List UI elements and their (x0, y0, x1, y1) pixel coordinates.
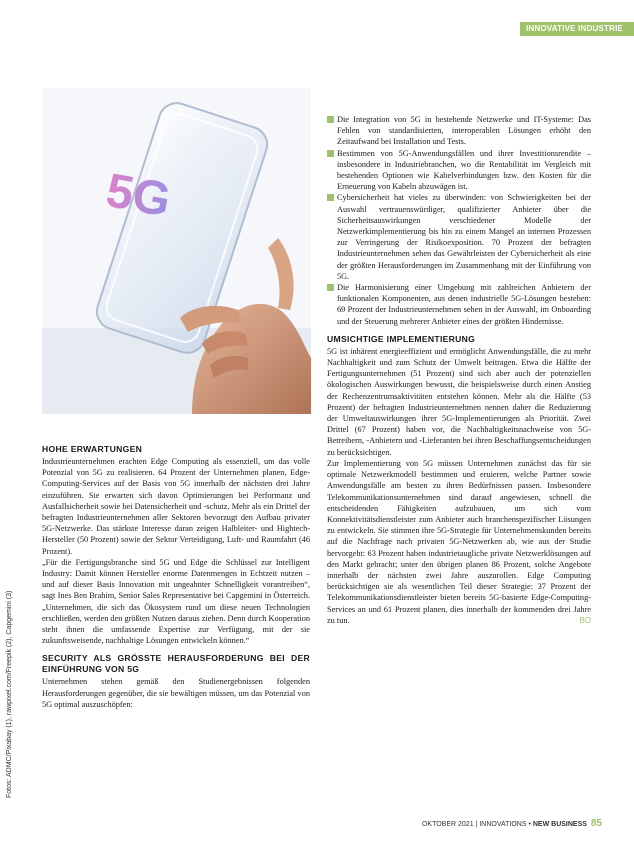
heading-implementierung: UMSICHTIGE IMPLEMENTIERUNG (327, 333, 476, 344)
left-column (42, 444, 310, 710)
bullet-square-icon (327, 116, 334, 123)
heading-security: SECURITY ALS GRÖSSTE HERAUSFORDERUNG BEI DER EINFÜHRUNG VON 5G (42, 653, 310, 675)
bullet-square-icon (327, 284, 334, 291)
paragraph-quote: „Für die Fertigungsbranche sind 5G und Edge die Schlüssel zur Intelligent Industry: Damit können Hersteller enorme Datenmengen in Echtzeit nutzen – und auf dieser Basis Innovation mit ungeahnter Schnelligkeit vorantreiben“, sagt Ines Ben Brahim, Senior Sales Representative bei Capgemini in Österreich. „Unternehmen, die sich das Ökosystem rund um diese neuen Technologien erschließen, werden den größten Nutzen daraus ziehen. Denn durch Kooperation steht ihnen die umfassende Expertise zur Verfügung, mit der sie zukunftsweisende, nachhaltige Lösungen entwickeln können.“ (42, 557, 310, 646)
paragraph-sustainability: 5G ist inhärent energieeffizient und ermöglicht Anwendungsfälle, die zu mehr Nachhaltigkeit und zum Schutz der Umwelt beitragen. Etwa die Hälfte der Fertigungsunternehmen (51 Prozent) sind sich aber auch der potenziellen ökologischen Auswirkungen bewusst, die beispielsweise durch einen Anstieg der Rechenzentrumsaktivitäten entstehen können. Mehr als die Hälfte (53 Prozent) der befragten Industrieunternehmen nennen daher die Reduzierung der Umweltauswirkungen ihrer 5G-Implementierungen als Priorität. Zwei Drittel (67 Prozent) haben vor, die Nachhaltigkeitsnachweise von 5G-Betreibern, -Anbietern und -Lieferanten bei ihren Beschaffungsentscheidungen zu berücksichtigen. (327, 346, 591, 457)
paragraph-edge-computing: Industrieunternehmen erachten Edge Computing als essenziell, um das volle Potenzial von 5G zu realisieren. 64 Prozent der Unternehmen planen, Edge-Computing-Services auf der Basis von 5G innerhalb der nächsten drei Jahre einzuführen. Sie erwarten sich davon Optimierungen bei Performanz und Ausfallsicherheit sowie bei Datensicherheit und -schutz. Mehr als ein Drittel der befragten Industrieunternehmen aller Sektoren bevorzugt den Aufbau privater 5G-Netzwerke. Das stärkste Interesse daran zeigen Halbleiter- und Hightech-Hersteller (50 Prozent) sowie der Sektor Verteidigung, Luft- und Raumfahrt (46 Prozent). (42, 457, 310, 556)
challenge-list (327, 114, 591, 327)
hero-photo (42, 88, 311, 414)
page-number: 85 (590, 818, 602, 829)
section-tag: INNOVATIVE INDUSTRIE (526, 24, 624, 33)
page-footer: OKTOBER 2021 | INNOVATIONS • NEW BUSINESS 85 (421, 818, 602, 829)
bullet-square-icon (327, 194, 334, 201)
author-signature: BO (579, 615, 591, 625)
footer-brand: NEW BUSINESS (532, 821, 587, 828)
right-column (327, 114, 591, 626)
list-item: Die Harmonisierung einer Umgebung mit zahlreichen Anbietern der funktionalen Komponenten, aus denen industrielle 5G-Lösungen bestehen: 69 Prozent der Industrieunternehmen sehen in der Auswahl, im Onboarding und der Steuerung mehrerer Anbieter eines der größten Hindernisse. (327, 282, 591, 327)
list-item: Cybersicherheit hat vieles zu überwinden: von Schwierigkeiten bei der Auswahl vertrauenswürdiger, qualifizierter Anbieter über die Sicherheitsauswirkungen verschiedener Modelle der Netzwerkimplementierung bis hin zu einem Mangel an internen Prozessen zur Verringerung der Risikoexposition. 70 Prozent der befragten Industrieunternehmen sehen das Gewährleisten der Cybersicherheit als eine der größten Herausforderungen im Zusammenhang mit der Einführung von 5G. (327, 192, 591, 282)
heading-hohe-erwartungen: HOHE ERWARTUNGEN (42, 444, 143, 454)
list-item: Die Integration von 5G in bestehende Netzwerke und IT-Systeme: Das Fehlen von standardisierten, interoperablen Lösungen erhöht den Zeitaufwand bei Installation und Tests. (327, 114, 591, 148)
hand-holding-glass-phone-illustration (42, 88, 311, 414)
photo-5g-text: 5G (102, 164, 175, 228)
paragraph-implementation: Zur Implementierung von 5G müssen Unternehmen zunächst das für sie optimale Netzwerkmodell bestimmen und eruieren, welche Partner sowie Anwendungsfälle am besten zu ihren Bedürfnissen passen. Insbesondere Telekommunikationsunternehmen sind darauf angewiesen, schnell die entscheidenden Fähigkeiten aufzubauen, um sich vom Konnektivitätsdienstleister zum Anbieter auch branchenspezifischer Lösungen zu entwickeln. Sie stimmen ihre 5G-Strategie für Unternehmenskunden bereits auf die Nachfrage nach privaten 5G-Netzwerken ab, wie aus der Studie hervorgeht: 63 Prozent haben industrietaugliche private Netzwerklösungen auf den Markt gebracht; unter den übrigen planen 86 Prozent, solche Angebote innerhalb der nächsten zwei Jahre auszurollen. Edge Computing berücksichtigen sie als wesentlichen Teil dieser Strategie: 37 Prozent der Telekommunikationsdienstleister bieten bereits 5G-basierte Edge-Computing-Services an und 61 Prozent planen, dies innerhalb der kommenden drei Jahre zu tun. BO (327, 458, 591, 625)
photo-credit: Fotos: ADMC/Pixabay (1), rawpixel.com/Freepik (2), Capgemini (3) (6, 590, 13, 798)
paragraph-challenges-intro: Unternehmen stehen gemäß den Studienergebnissen folgenden Herausforderungen gegenüber, die sie bewältigen müssen, um das Potenzial von 5G optimal auszuschöpfen: (42, 677, 310, 709)
bullet-square-icon (327, 150, 334, 157)
footer-issue: OKTOBER 2021 (421, 821, 474, 828)
footer-magazine: INNOVATIONS (479, 821, 527, 828)
list-item: Bestimmen von 5G-Anwendungsfällen und ihrer Investitionsrendite – insbesondere in Industriebranchen, wo die Rentabilität im Vergleich mit bestehenden Optionen wie Kabelverbindungen bzw. den Kosten für die Erneuerung von Kabeln abzuwägen ist. (327, 148, 591, 193)
